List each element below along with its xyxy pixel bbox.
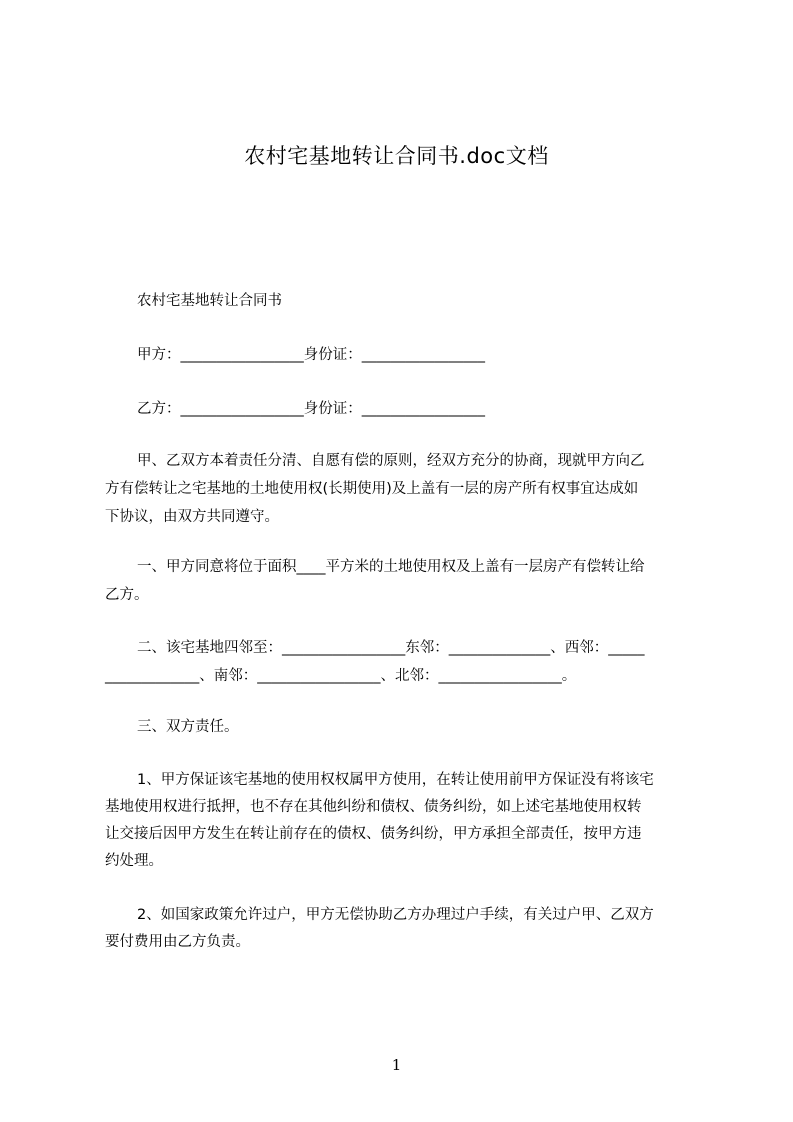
- party-a-line: 甲方：_________________身份证：_________________: [137, 347, 485, 363]
- clause-2-line: _____________、南邻：_________________、北邻：_________________。: [105, 668, 577, 684]
- item-1-line: 基地使用权进行抵押，也不存在其他纠纷和债权、债务纠纷，如上述宅基地使用权转: [105, 799, 642, 815]
- item-2-line: 要付费用由乙方负责。: [105, 934, 250, 950]
- clause-1-line: 一、甲方同意将位于面积____平方米的土地使用权及上盖有一层房产有偿转让给: [137, 559, 645, 575]
- clause-1-line: 乙方。: [105, 587, 149, 603]
- item-1-line: 约处理。: [105, 853, 163, 869]
- item-2-line: 2、如国家政策允许过户，甲方无偿协助乙方办理过户手续，有关过户甲、乙双方: [137, 907, 654, 923]
- clause-3-heading: 三、双方责任。: [137, 719, 239, 735]
- party-b-line: 乙方：_________________身份证：_________________: [137, 401, 485, 417]
- document-title: 农村宅基地转让合同书.doc文档: [244, 144, 549, 168]
- intro-line: 甲、乙双方本着责任分清、自愿有偿的原则，经双方充分的协商，现就甲方向乙: [137, 453, 645, 469]
- item-1-line: 让交接后因甲方发生在转让前存在的债权、债务纠纷，甲方承担全部责任，按甲方违: [105, 826, 642, 842]
- intro-line: 方有偿转让之宅基地的土地使用权(长期使用)及上盖有一层的房产所有权事宜达成如: [105, 481, 639, 497]
- page-number: 1: [391, 1056, 402, 1074]
- item-1-line: 1、甲方保证该宅基地的使用权权属甲方使用，在转让使用前甲方保证没有将该宅: [137, 772, 654, 788]
- intro-line: 下协议，由双方共同遵守。: [105, 509, 279, 525]
- clause-2-line: 二、该宅基地四邻至：_________________东邻：______________、西邻：_____: [137, 640, 645, 656]
- contract-heading: 农村宅基地转让合同书: [137, 293, 282, 309]
